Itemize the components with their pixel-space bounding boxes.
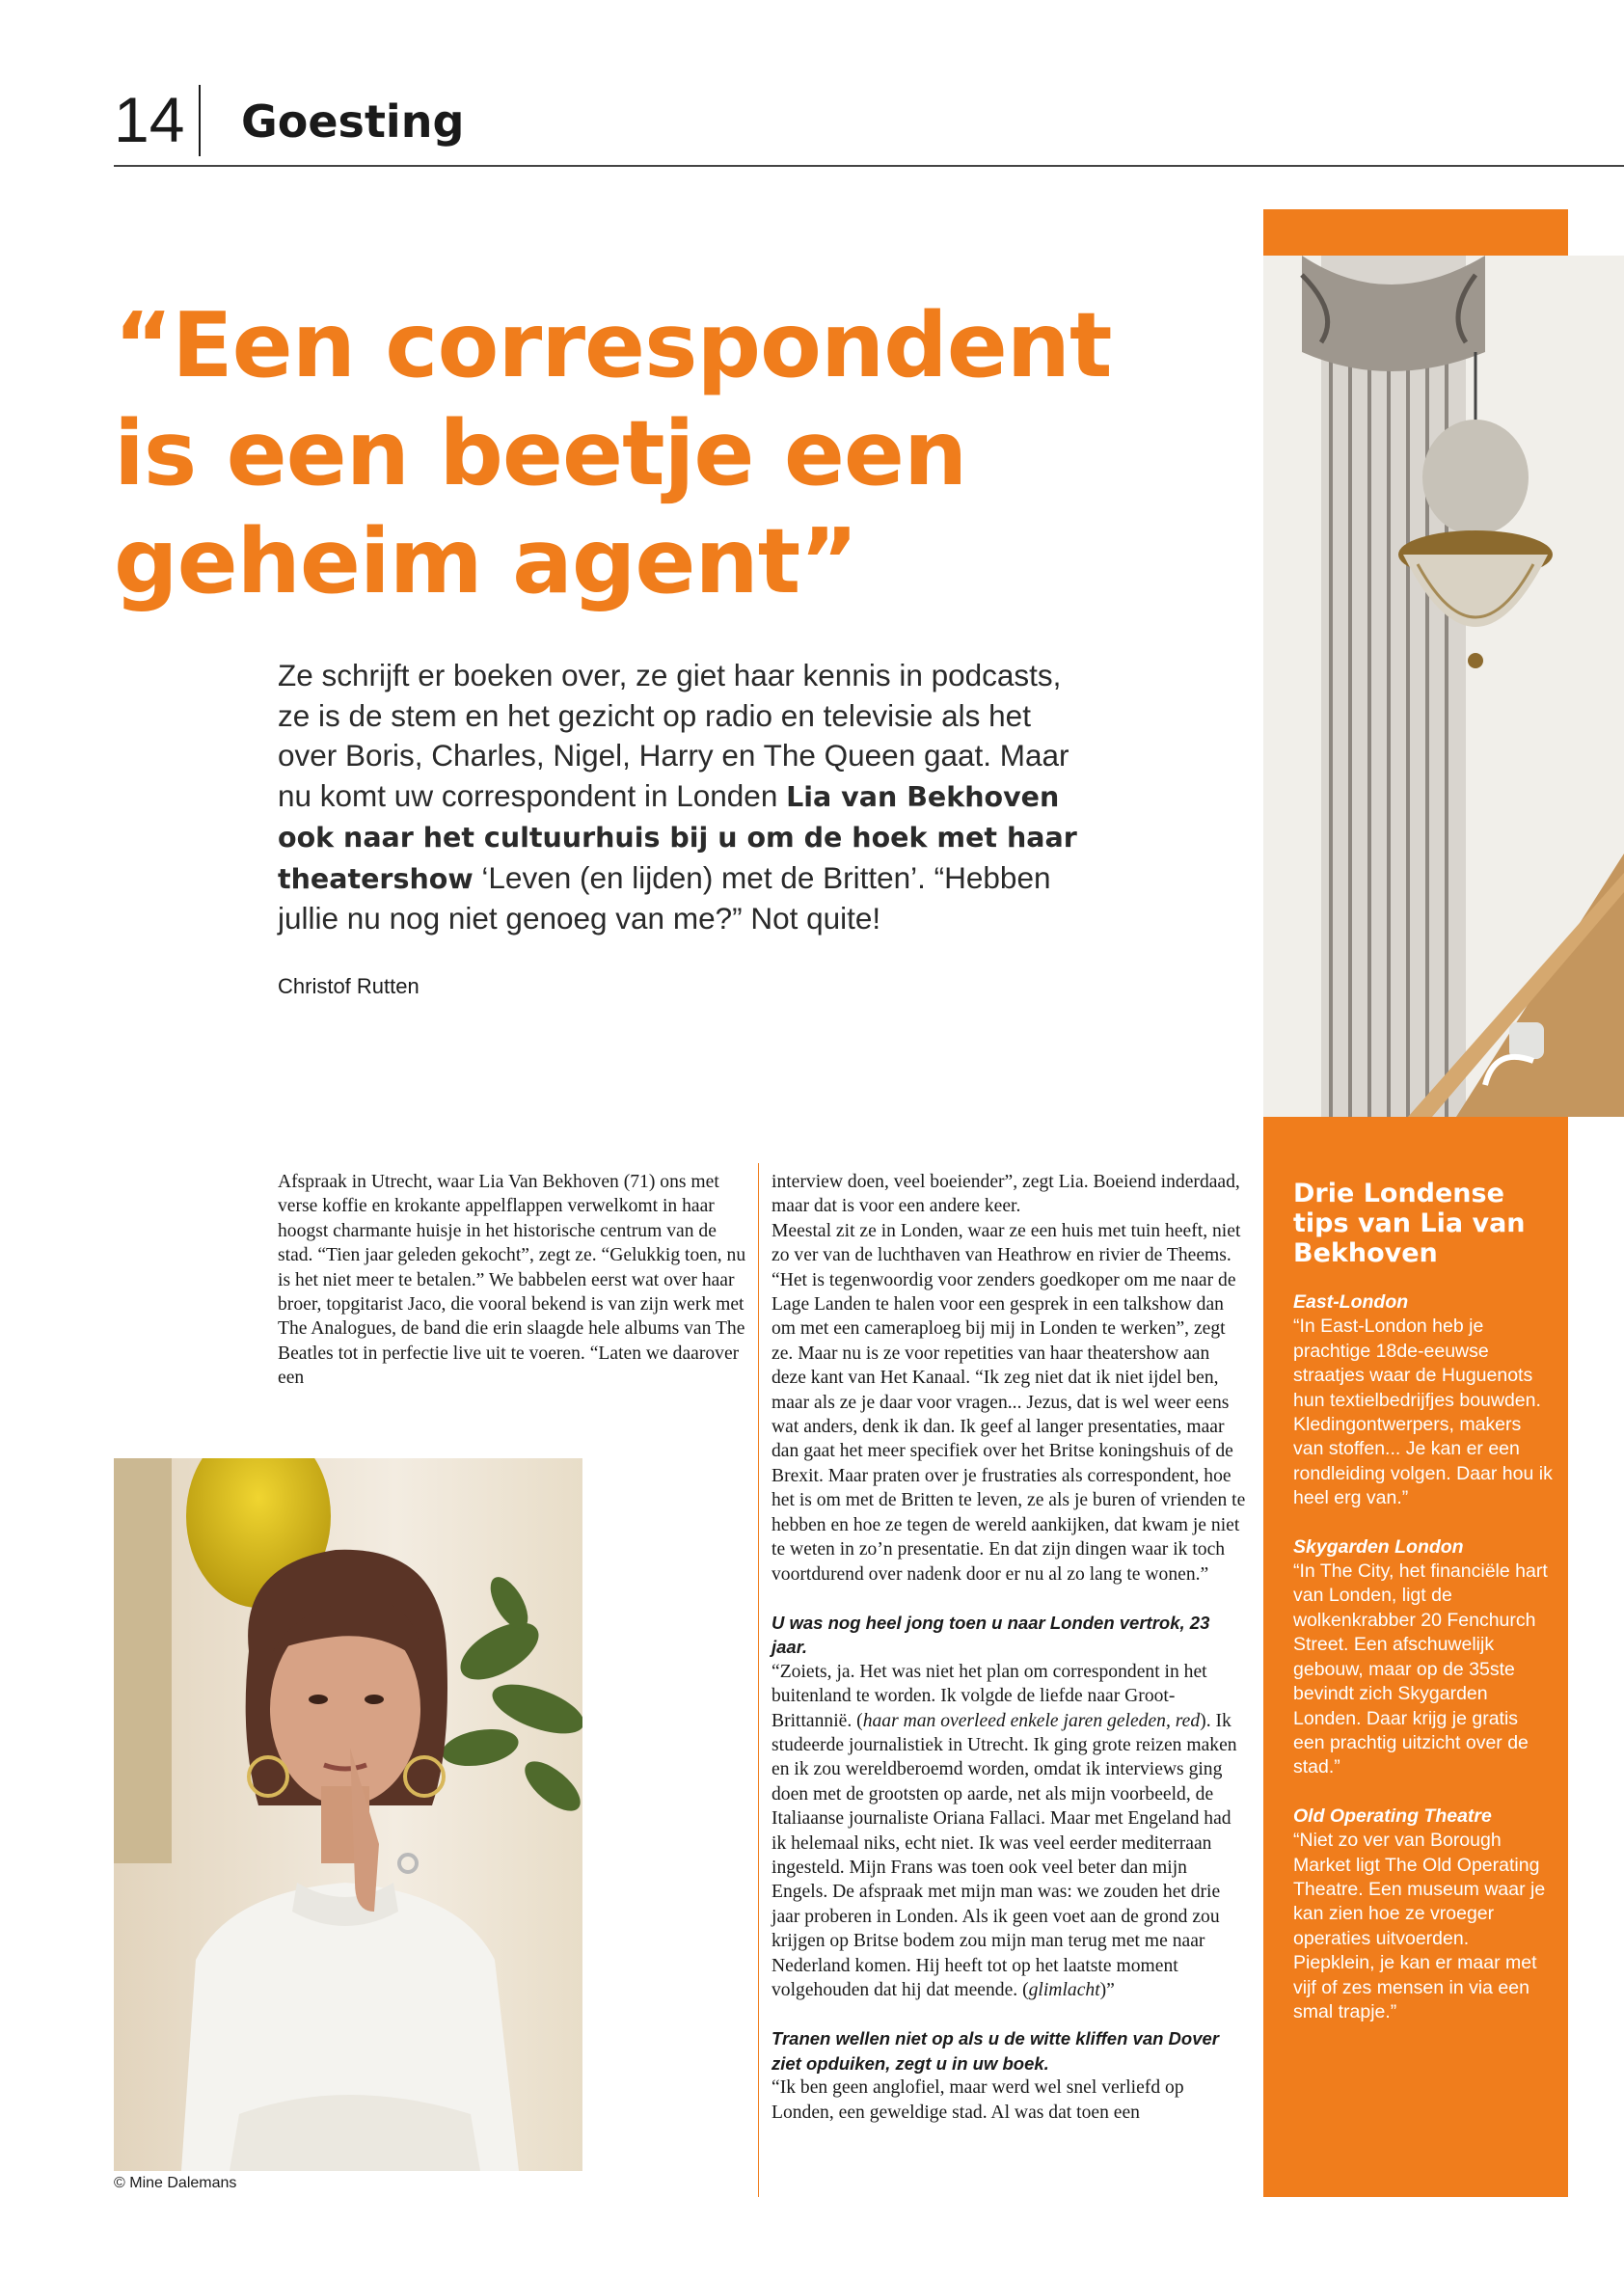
accent-bar	[1263, 209, 1568, 256]
article-intro	[278, 656, 1078, 939]
tip-text: “In The City, het financiële hart van Londen, ligt de wolkenkrabber 20 Fenchurch Street. Een afschuwelijk gebouw, maar op de 35ste bevindt zich Skygarden Londen. Daar krijg je gratis een prachtig uitzicht over de stad.”	[1293, 1560, 1548, 1778]
interior-photo	[1263, 256, 1624, 1117]
page-number: 14	[114, 84, 185, 155]
sidebar-tips	[1293, 1290, 1554, 2024]
author-byline: Christof Rutten	[278, 974, 420, 998]
body-column-2	[771, 1170, 1246, 2125]
body-paragraph: interview doen, veel boeiender”, zegt Lia. Boeiend inderdaad, maar dat is voor een andere keer.	[771, 1172, 1240, 1217]
sidebar-title: Drie Londense tips van Lia van Bekhoven	[1293, 1179, 1526, 1268]
tip-heading: Old Operating Theatre	[1293, 1804, 1492, 1827]
interview-answer: “Ik ben geen anglofiel, maar werd wel snel verliefd op Londen, een geweldige stad. Al was dat toen een	[771, 2077, 1184, 2123]
tip-heading: Skygarden London	[1293, 1535, 1464, 1558]
body-paragraph: Meestal zit ze in Londen, waar ze een huis met tuin heeft, niet zo ver van de luchthaven van Heathrow en rivier de Theems. “Het is tegenwoordig voor zenders goedkoper om me naar de Lage Landen te halen voor een gesprek in een talkshow dan om met een cameraploeg bij mij in Londen te werken”, zegt ze. Maar nu is ze voor repetities van haar theatershow aan deze kant van Het Kanaal. “Ik zeg niet dat ik niet ijdel ben, maar als ze je daar voor vragen... Jezus, dat is wel weer eens wat anders, denk ik dan. Ik geef al langer presentaties, maar dan gaat het meer specifiek over het Britse koningshuis of de Brexit. Maar praten over je frustraties als correspondent, hoe het is om met de Britten te leven, ze als je buren of vrienden te hebben en hoe ze tegen de wereld aankijken, dat kwam je niet te weten in zo’n presentatie. En dat zijn dingen waar ik toch voortdurend over nadenk door er nu al zo lang te wonen.”	[771, 1220, 1246, 1585]
article-headline: “Een correspondent is een beetje een geheim agent”	[114, 293, 1112, 613]
portrait-photo	[114, 1458, 582, 2171]
intro-bold-text: Lia van Bekhoven ook naar het cultuurhuis bij u om de hoek met haar theatershow	[278, 780, 1077, 895]
chandelier-illustration	[1263, 256, 1624, 1117]
portrait-illustration	[114, 1458, 582, 2171]
interview-answer: “Zoiets, ja. Het was niet het plan om correspondent in het buitenland te worden. Ik volgde de liefde naar Groot-Brittannië. (haar man overleed enkele jaren geleden, red). Ik studeerde journalistiek in Utrecht. Ik ging grote reizen maken en ik zou wereldberoemd worden, omdat ik interviews ging doen met de grootsten op aarde, net als mijn voorbeeld, de Italiaanse journaliste Oriana Fallaci. Maar met Engeland had ik helemaal niks, echt niet. Ik was veel eerder mediterraan ingesteld. Mijn Frans was toen ook veel beter dan mijn Engels. De afspraak met mijn man was: we zouden het drie jaar proberen in Londen. Als ik geen voet aan de grond zou krijgen op Britse bodem zou mijn man terug met me naar Nederland komen. Hij heeft tot op het laatste moment volgehouden dat hij dat meende. (glimlacht)”	[771, 1661, 1237, 2000]
intro-text-2: ‘Leven (en lijden) met de Britten’. “Hebben jullie nu nog niet genoeg van me?” Not quite!	[278, 859, 1051, 936]
tip-text: “Niet zo ver van Borough Market ligt The Old Operating Theatre. Een museum waar je kan zien hoe ze vroeger operaties uitvoerden. Piepklein, je kan er maar met vijf of zes mensen in via een smal trapje.”	[1293, 1830, 1546, 2022]
interview-question: Tranen wellen niet op als u de witte kliffen van Dover ziet opduiken, zegt u in uw boek.	[771, 2028, 1219, 2074]
body-column-1: Afspraak in Utrecht, waar Lia Van Bekhoven (71) ons met verse koffie en krokante appelflappen verwelkomt in haar hoogst charmante huisje in het historische centrum van de stad. “Tien jaar geleden gekocht”, zegt ze. “Gelukkig toen, nu is het niet meer te betalen.” We babbelen eerst wat over haar broer, topgitarist Jaco, die vooral bekend is van zijn werk met The Analogues, de band die erin slaagde hele albums van The Beatles tot in perfectie live uit te voeren. “Laten we daarover een	[278, 1172, 746, 1389]
section-title: Goesting	[241, 95, 465, 148]
interview-question: U was nog heel jong toen u naar Londen vertrok, 23 jaar.	[771, 1612, 1210, 1658]
header-rule	[114, 165, 1624, 167]
header-separator	[199, 85, 201, 156]
tip-text: “In East-London heb je prachtige 18de-eeuwse straatjes waar de Huguenots hun textielbedrijfjes bouwden. Kledingontwerpers, makers van stoffen... Je kan er een rondleiding volgen. Daar hou ik heel erg van.”	[1293, 1316, 1553, 1509]
photo-credit: © Mine Dalemans	[114, 2175, 237, 2191]
column-rule	[758, 1163, 759, 2197]
intro-text-1: Ze schrijft er boeken over, ze giet haar kennis in podcasts, ze is de stem en het gezicht op radio en televisie als het over Boris, Charles, Nigel, Harry en The Queen gaat. Maar nu komt uw correspondent in Londen	[278, 658, 1069, 813]
tip-heading: East-London	[1293, 1291, 1409, 1313]
